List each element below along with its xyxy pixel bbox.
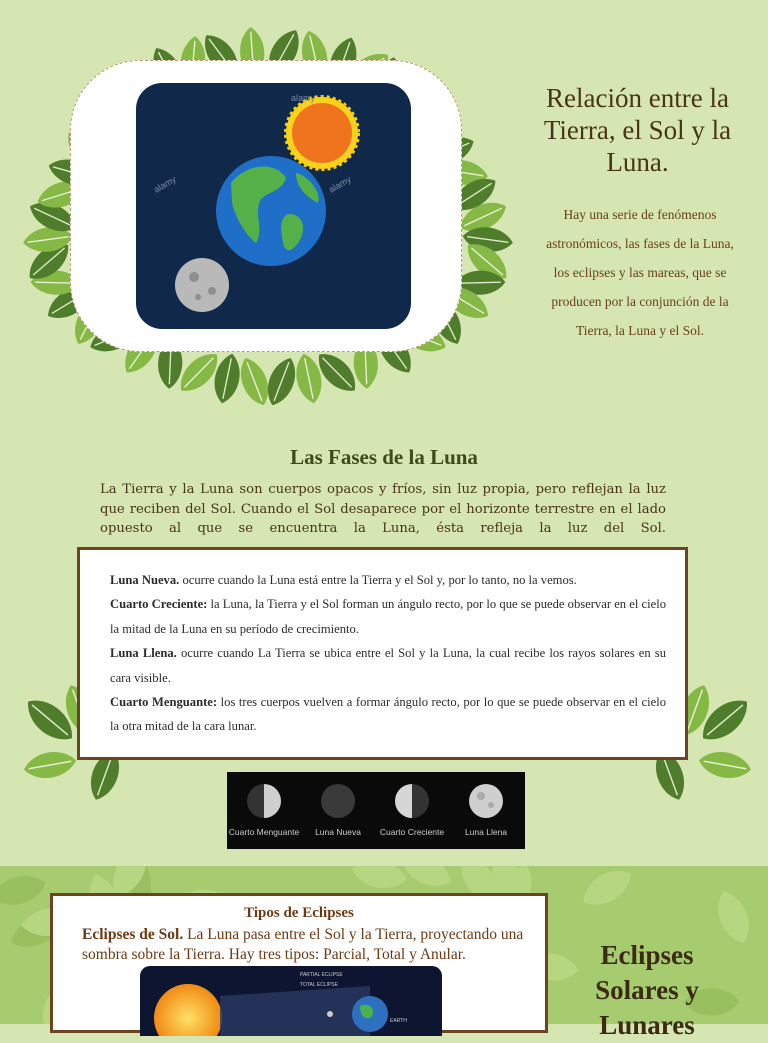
watermark: alamy	[152, 174, 178, 195]
phase-term: Cuarto Menguante:	[110, 695, 218, 710]
diagram-label: EARTH	[390, 1018, 407, 1024]
moon-icon	[175, 258, 229, 312]
phase-description: ocurre cuando La Tierra se ubica entre el Sol y la Luna, la cual recibe los rayos solares en su cara visible.	[110, 646, 667, 685]
sun-icon	[154, 984, 222, 1036]
moon-phase-new	[301, 772, 375, 849]
leaf-decoration	[261, 354, 302, 410]
watermark: alamy	[327, 174, 353, 195]
moon-phase-label: Luna Nueva	[315, 827, 361, 837]
moon-icon	[327, 1011, 333, 1017]
moon-phases-list	[110, 568, 666, 739]
moon-phase-waxing	[375, 772, 449, 849]
phase-term: Luna Nueva.	[110, 573, 180, 587]
leaf-decoration	[349, 866, 409, 893]
earth-sun-moon-image	[136, 83, 411, 329]
phase-item	[110, 592, 666, 641]
moon-phases-image	[227, 772, 525, 849]
phase-description: ocurre cuando la Luna está entre la Tierra y el Sol y, por lo tanto, no la vemos.	[179, 573, 577, 587]
phases-intro-paragraph: La Tierra y la Luna son cuerpos opacos y fríos, sin luz propia, pero reflejan la luz que reciben del Sol. Cuando el Sol desaparece por el horizonte terrestre en el lado opuesto al que se encuentra la Luna, ésta refleja la luz del Sol.	[100, 482, 666, 536]
leaf-decoration	[234, 354, 275, 410]
solar-eclipse-paragraph	[82, 925, 534, 965]
page-title: Relación entre la Tierra, el Sol y la Luna.	[543, 83, 732, 177]
phase-item	[110, 641, 666, 690]
moon-phase-label: Cuarto Menguante	[228, 827, 300, 837]
moon-phase-waning	[227, 772, 301, 849]
diagram-label: TOTAL ECLIPSE	[300, 982, 338, 988]
leaf-decoration	[576, 866, 638, 914]
eclipse-term: Eclipses de Sol.	[82, 926, 184, 943]
solar-eclipse-diagram	[140, 966, 442, 1036]
earth-icon	[216, 156, 326, 266]
moon-phase-full	[449, 772, 523, 849]
eclipses-heading: Eclipses Solares y Lunares	[595, 940, 699, 1040]
phase-description: los tres cuerpos vuelven a formar ángulo recto, por lo que se puede observar en el cielo la otra mitad de la cara lunar.	[110, 695, 666, 734]
phase-item	[110, 568, 666, 592]
watermark: alamy	[291, 93, 316, 103]
diagram-label: PARTIAL ECLIPSE	[300, 972, 343, 978]
intro-paragraph: Hay una serie de fenómenos astronómicos, las fases de la Luna, los eclipses y las mareas, que se producen por la conjunción de la Tierra, la Luna y el Sol.	[546, 207, 734, 338]
phase-item	[110, 690, 666, 739]
moon-phase-label: Luna Llena	[464, 827, 508, 837]
phase-term: Cuarto Creciente:	[110, 597, 208, 612]
phases-title: Las Fases de la Luna	[290, 445, 478, 469]
phase-description: la Luna, la Tierra y el Sol forman un ángulo recto, por lo que se puede observar en el cielo la mitad de la Luna en su período de crecimiento.	[110, 597, 666, 636]
moon-phase-label: Cuarto Creciente	[379, 827, 445, 837]
leaf-decoration	[0, 870, 49, 911]
eclipse-types-title: Tipos de Eclipses	[244, 905, 354, 921]
phase-term: Luna Llena.	[110, 646, 177, 661]
eclipse-description: La Luna pasa entre el Sol y la Tierra, proyectando una sombra sobre la Tierra. Hay tres tipos: Parcial, Total y Anular.	[82, 926, 524, 963]
